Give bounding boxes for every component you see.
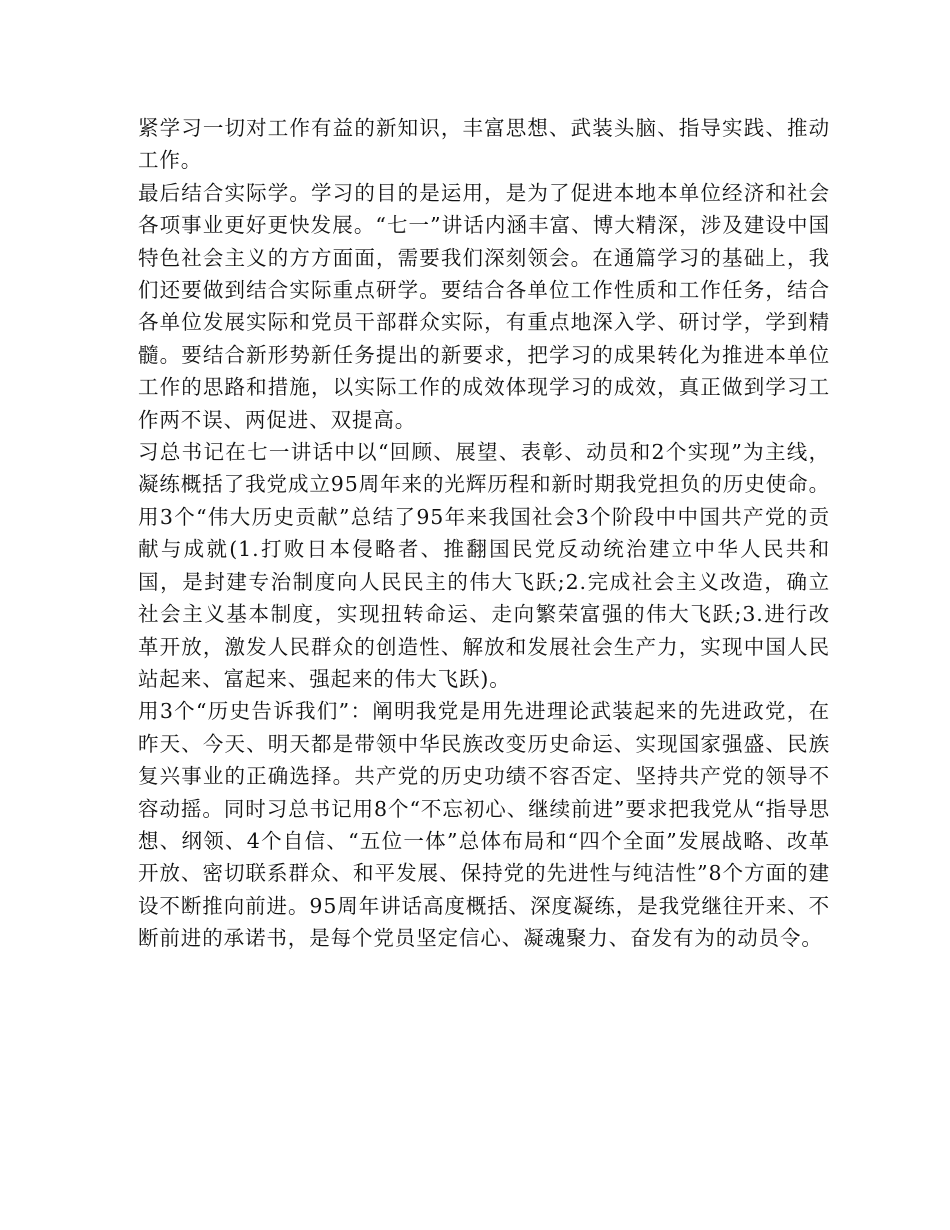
document-page — [138, 112, 830, 955]
paragraph-3: 习总书记在七一讲话中以“回顾、展望、表彰、动员和2个实现”为主线，凝练概括了我党成立95周年来的光辉历程和新时期我党担负的历史使命。用3个“伟大历史贡献”总结了95年来我国社会3个阶段中中国共产党的贡献与成就(1.打败日本侵略者、推翻国民党反动统治建立中华人民共和国，是封建专治制度向人民民主的伟大飞跃;2.完成社会主义改造，确立社会主义基本制度，实现扭转命运、走向繁荣富强的伟大飞跃;3.进行改革开放，激发人民群众的创造性、解放和发展社会生产力，实现中国人民站起来、富起来、强起来的伟大飞跃)。 — [138, 440, 830, 691]
paragraph-4: 用3个“历史告诉我们”：阐明我党是用先进理论武装起来的先进政党，在昨天、今天、明天都是带领中华民族改变历史命运、实现国家强盛、民族复兴事业的正确选择。共产党的历史功绩不容否定、坚持共产党的领导不容动摇。同时习总书记用8个“不忘初心、继续前进”要求把我党从“指导思想、纲领、4个自信、“五位一体”总体布局和“四个全面”发展战略、改革开放、密切联系群众、和平发展、保持党的先进性与纯洁性”8个方面的建设不断推向前进。95周年讲话高度概括、深度凝练，是我党继往开来、不断前进的承诺书，是每个党员坚定信心、凝魂聚力、奋发有为的动员令。 — [138, 699, 830, 951]
paragraph-1: 紧学习一切对工作有益的新知识，丰富思想、武装头脑、指导实践、推动工作。 — [138, 116, 830, 173]
paragraph-2: 最后结合实际学。学习的目的是运用，是为了促进本地本单位经济和社会各项事业更好更快发展。“七一”讲话内涵丰富、博大精深，涉及建设中国特色社会主义的方方面面，需要我们深刻领会。在通篇学习的基础上，我们还要做到结合实际重点研学。要结合各单位工作性质和工作任务，结合各单位发展实际和党员干部群众实际，有重点地深入学、研讨学，学到精髓。要结合新形势新任务提出的新要求，把学习的成果转化为推进本单位工作的思路和措施，以实际工作的成效体现学习的成效，真正做到学习工作两不误、两促进、双提高。 — [138, 180, 830, 432]
